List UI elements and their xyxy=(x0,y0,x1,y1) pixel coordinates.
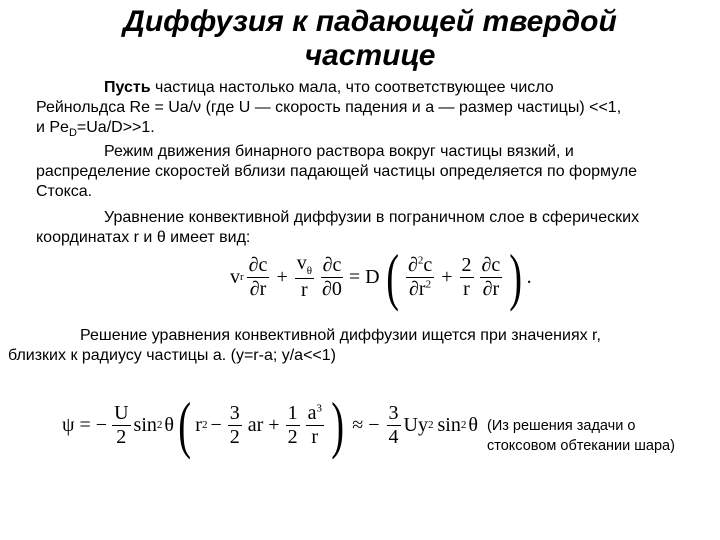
p2-line-3: Стокса. xyxy=(36,183,93,200)
p1-line-2: Рейнольдса Re = Ua/ν (где U — скорость падения и a — размер частицы) <<1, xyxy=(36,99,622,116)
p3-line-1: Уравнение конвективной диффузии в пограничном слое в сферических xyxy=(104,209,640,226)
title-line-2: частице xyxy=(304,39,436,72)
p1-line-1: частица настолько мала, что соответствующее число xyxy=(150,79,554,96)
paragraph-2 xyxy=(36,142,637,202)
p1-line-3: и $Pe_D=Ua/D>>1$. xyxy=(36,119,155,140)
p1-bold-word: Пусть xyxy=(104,79,151,96)
p4-line-1: Решение уравнения конвективной диффузии ищется при значениях r, xyxy=(80,327,601,344)
paragraph-1 xyxy=(36,78,621,143)
p3-line-2: координатах r и θ имеет вид: xyxy=(36,229,251,246)
note-line-1: (Из решения задачи о xyxy=(487,418,636,434)
stream-function-equation: ψ = − $\frac{U}{2}$ sin 2 θ ( r 2 − $\frac{3}{2}$ ar + $\frac{1}{2}$ $\frac{a^3}{r}$ ) ≈ − $\frac{3}{4}$ Uy 2 sin 2 θ xyxy=(62,389,478,460)
paragraph-3 xyxy=(36,208,639,248)
note-line-2: стоксовом обтекании шара) xyxy=(487,438,675,454)
paragraph-4 xyxy=(8,326,601,366)
title-line-1: Диффузия к падающей твердой xyxy=(123,5,617,38)
p4-line-2: близких к радиусу частицы a. (y=r-a; y/a<<1) xyxy=(8,347,336,364)
p2-line-2: распределение скоростей вблизи падающей частицы определяется по формуле xyxy=(36,163,638,180)
stokes-note xyxy=(487,416,675,456)
slide-title xyxy=(70,2,670,76)
p2-line-1: Режим движения бинарного раствора вокруг частицы вязкий, и xyxy=(104,143,574,160)
convective-diffusion-equation: v r $\frac{\partial c}{\partial r}$ + $\frac{v_\theta}{r}$ $\frac{\partial c}{\partial 0}$ = D ( $\frac{\partial^2c}{\partial r^2}$ + $\frac{2}{r}$ $\frac{\partial c}{\partial r}$ ) . xyxy=(230,241,532,312)
